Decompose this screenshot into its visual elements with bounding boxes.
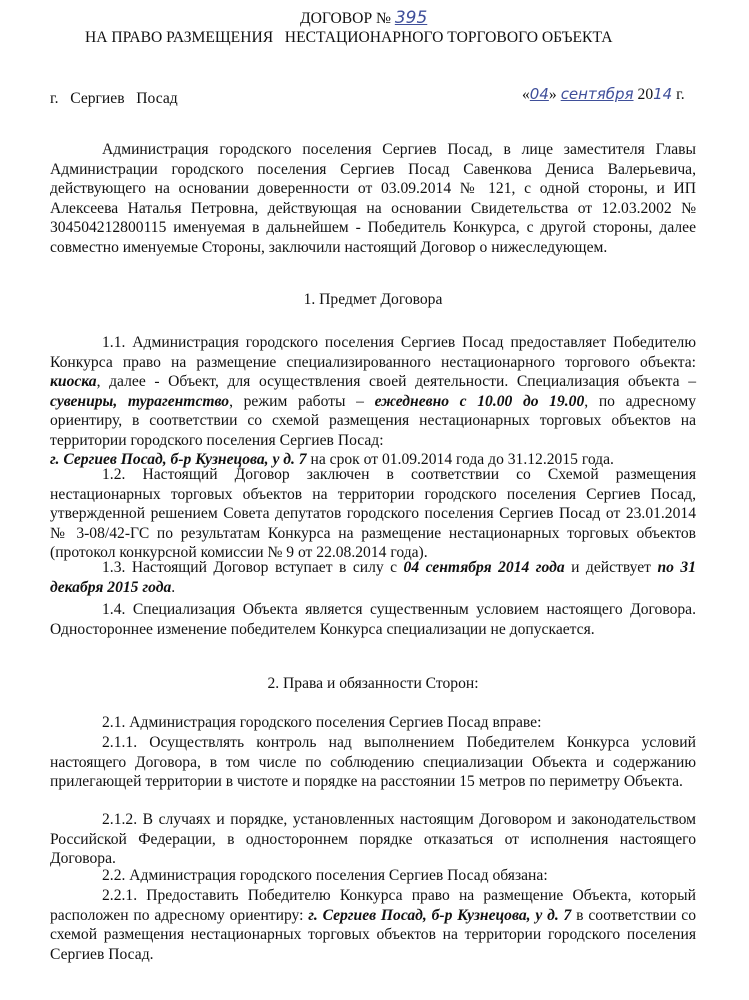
date-open-quote: « xyxy=(522,86,530,103)
clause-2-2-1 xyxy=(50,886,696,964)
clause-2-2-1-text-a: 2.2.1. Предоставить Победителю Конкурса право на размещение Объекта, который расположен по адресному ориентиру: xyxy=(50,887,696,924)
clause-1-3-text-e: . xyxy=(171,578,176,596)
object-specialization: сувениры, турагентство xyxy=(50,392,230,410)
clause-1-3 xyxy=(50,558,696,597)
clause-2-1-2: 2.1.2. В случаях и порядке, установленных настоящим Договором и законодательством Российской Федерации, в одностороннем порядке отказаться от исполнения настоящего Договора. xyxy=(50,811,696,867)
contract-title-text: ДОГОВОР № xyxy=(300,10,391,27)
contract-number-handwritten: 395 xyxy=(394,8,428,28)
object-address: г. Сергиев Посад, б-р Кузнецова, у д. 7 xyxy=(50,451,307,468)
date-close-quote: » xyxy=(548,86,557,103)
date-month-handwritten: сентября xyxy=(560,85,634,103)
clause-1-2: 1.2. Настоящий Договор заключен в соответствии со Схемой размещения нестационарных торговых объектов на территории городского поселения Сергиев Посад, утвержденной решением Совета депутатов городского поселения Сергиев Посад от 23.01.2014 № 3-08/42-ГС по результатам Конкурса на размещение нестационарных торговых объектов (протокол конкурсной комиссии № 9 от 22.08.2014 года). xyxy=(50,466,696,561)
clause-2-2: 2.2. Администрация городского поселения Сергиев Посад обязана: xyxy=(102,867,548,884)
end-date: по 31 декабря 2015 года xyxy=(50,559,696,596)
date-year-handwritten: 14 xyxy=(653,85,673,103)
clause-1-1-text-e: , режим работы – xyxy=(229,392,375,410)
object-address-2: г. Сергиев Посад, б-р Кузнецова, у д. 7 xyxy=(308,906,572,924)
clause-1-3-text-c: и действует xyxy=(564,559,658,576)
date-year-g: г. xyxy=(672,86,685,103)
clause-2-1-1: 2.1.1. Осуществлять контроль над выполнением Победителем Конкурса условий настоящего Договора, в том числе по соблюдению специализации Объекта и содержанию прилегающей территории в чистоте и порядке на расстоянии 15 метров по периметру Объекта. xyxy=(50,734,696,790)
clause-1-1-text-a: 1.1. Администрация городского поселения Сергиев Посад предоставляет Победителю Конкурса право на размещение специализированного нестационарного торгового объекта: xyxy=(50,334,696,371)
section-1-heading: 1. Предмет Договора xyxy=(303,291,443,308)
clause-1-1-term: на срок от 01.09.2014 года до 31.12.2015 года. xyxy=(306,451,614,468)
start-date: 04 сентября 2014 года xyxy=(403,559,565,576)
object-type: киоска xyxy=(50,373,97,390)
clause-2-1: 2.1. Администрация городского поселения Сергиев Посад вправе: xyxy=(102,714,542,731)
section-2-heading: 2. Права и обязанности Сторон: xyxy=(267,675,479,692)
clause-1-1-text-g: , по адресному ориентиру, в соответствии со схемой размещения нестационарных торговых объектов на территории городского поселения Сергиев Посад: xyxy=(50,392,696,449)
clause-2-2-1-text-c: в соответствии со схемой размещения нестационарных торговых объектов на территории городского поселения Сергиев Посад. xyxy=(50,906,696,963)
date-line xyxy=(522,85,685,105)
date-year-prefix: 20 xyxy=(637,86,654,103)
city-line: г. Сергиев Посад xyxy=(50,90,178,107)
working-hours: ежедневно с 10.00 до 19.00 xyxy=(374,392,585,410)
clause-1-4: 1.4. Специализация Объекта является существенным условием настоящего Договора. Одностороннее изменение победителем Конкурса специализации не допускается. xyxy=(50,601,696,638)
contract-title xyxy=(300,9,427,29)
clause-1-1-text-c: , далее - Объект, для осуществления своей деятельности. Специализация объекта – xyxy=(96,373,696,390)
clause-1-1 xyxy=(50,333,696,470)
contract-subtitle: НА ПРАВО РАЗМЕЩЕНИЯ НЕСТАЦИОНАРНОГО ТОРГОВОГО ОБЪЕКТА xyxy=(85,29,613,46)
preamble: Администрация городского поселения Сергиев Посад, в лице заместителя Главы Администрации городского поселения Сергиев Посад Савенкова Дениса Валерьевича, действующего на основании доверенности от 03.09.2014 № 121, с одной стороны, и ИП Алексеева Наталья Петровна, действующая на основании Свидетельства от 12.03.2002 № 304504212800115 именуемая в дальнейшем - Победитель Конкурса, с другой стороны, далее совместно именуемые Стороны, заключили настоящий Договор о нижеследующем. xyxy=(50,141,696,256)
date-day-handwritten: 04 xyxy=(529,85,549,103)
clause-1-3-text-a: 1.3. Настоящий Договор вступает в силу с xyxy=(102,559,404,576)
